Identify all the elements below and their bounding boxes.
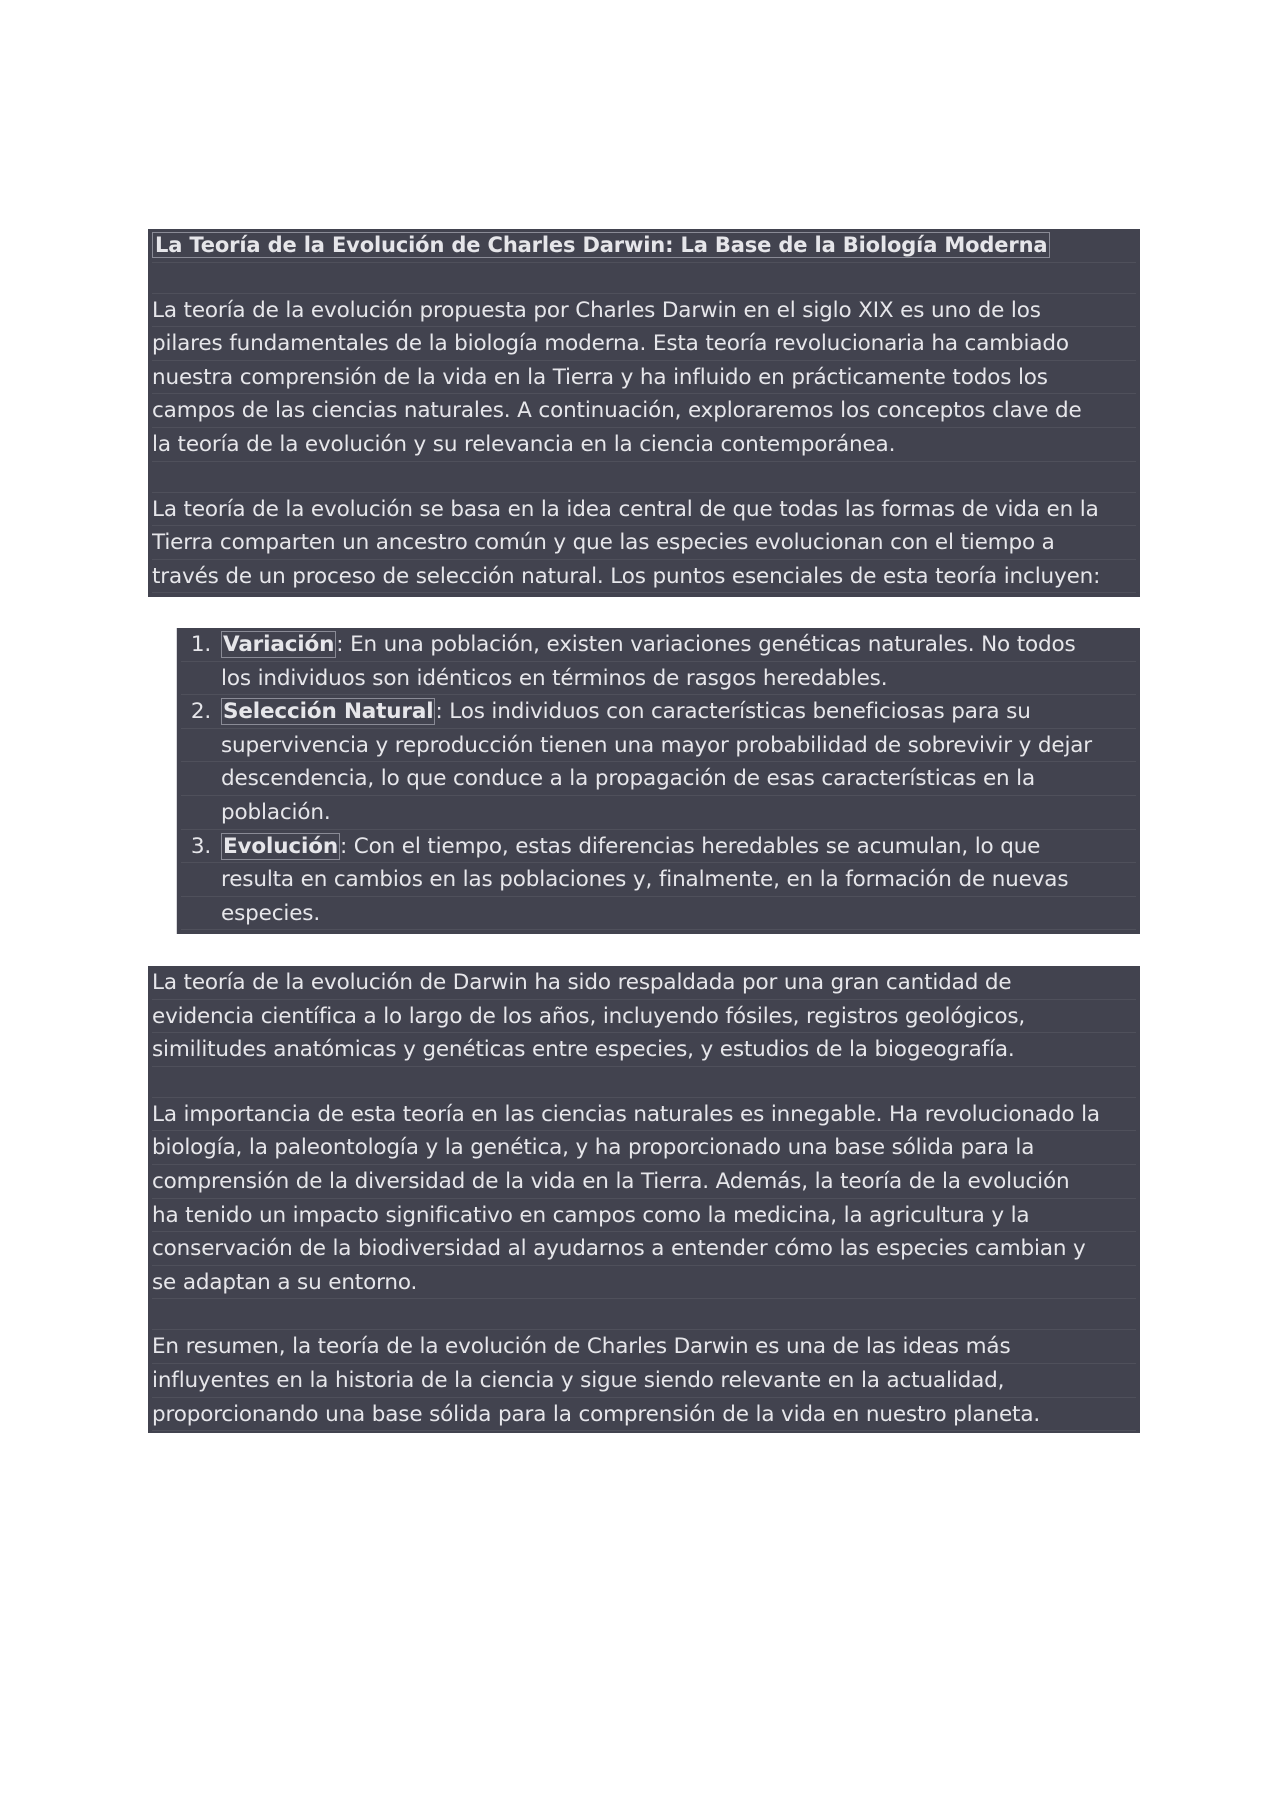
paragraph-line[interactable]: Tierra comparten un ancestro común y que las especies evolucionan con el tiempo a [152,526,1136,560]
list-term[interactable]: Evolución [223,833,338,859]
list-continuation[interactable]: descendencia, lo que conduce a la propagación de esas características en la [181,762,1136,796]
title-text[interactable]: La Teoría de la Evolución de Charles Darwin: La Base de la Biología Moderna [152,232,1050,258]
list-number: 2. [190,699,212,725]
list-term[interactable]: Variación [223,632,335,657]
list-number: 3. [190,833,212,859]
paragraph-line[interactable]: influyentes en la historia de la ciencia y sigue siendo relevante en la actualidad, [152,1364,1136,1398]
paragraph-line[interactable]: proporcionando una base sólida para la comprensión de la vida en nuestro planeta. [152,1398,1136,1432]
list-text[interactable]: : Con el tiempo, estas diferencias heredables se acumulan, lo que [340,833,1041,859]
blank-line [152,1067,1136,1098]
list-text[interactable]: : Los individuos con características beneficiosas para su [435,699,1031,725]
blank-line [152,1299,1136,1330]
paragraph-line[interactable]: campos de las ciencias naturales. A continuación, exploraremos los conceptos clave de [152,394,1136,428]
paragraph-line[interactable]: biología, la paleontología y la genética, y ha proporcionado una base sólida para la [152,1131,1136,1165]
paragraph-line[interactable]: pilares fundamentales de la biología moderna. Esta teoría revolucionaria ha cambiado [152,327,1136,361]
paragraph-line[interactable]: nuestra comprensión de la vida en la Tierra y ha influido en prácticamente todos los [152,361,1136,395]
paragraph-line[interactable]: conservación de la biodiversidad al ayudarnos a entender cómo las especies cambian y [152,1232,1136,1266]
paragraph-line[interactable]: evidencia científica a lo largo de los años, incluyendo fósiles, registros geológicos, [152,1000,1136,1034]
list-item-1[interactable] [181,628,1136,662]
list-continuation[interactable]: resulta en cambios en las poblaciones y, finalmente, en la formación de nuevas [181,863,1136,897]
list-continuation[interactable]: especies. [181,897,1136,931]
list-term[interactable]: Selección Natural [223,699,434,725]
paragraph-line[interactable]: la teoría de la evolución y su relevancia en la ciencia contemporánea. [152,428,1136,462]
blank-line [152,462,1136,493]
paragraph-line[interactable]: se adaptan a su entorno. [152,1266,1136,1300]
list-item-2[interactable] [181,695,1136,729]
list-continuation[interactable]: supervivencia y reproducción tienen una mayor probabilidad de sobrevivir y dejar [181,729,1136,763]
list-continuation[interactable]: población. [181,796,1136,830]
paragraph-line[interactable]: La teoría de la evolución de Darwin ha sido respaldada por una gran cantidad de [152,966,1136,1000]
list-continuation[interactable]: los individuos son idénticos en términos de rasgos heredables. [181,662,1136,696]
list-number: 1. [190,632,212,657]
highlighted-section-intro [148,229,1140,597]
paragraph-line[interactable]: similitudes anatómicas y genéticas entre especies, y estudios de la biogeografía. [152,1033,1136,1067]
list-text[interactable]: : En una población, existen variaciones genéticas naturales. No todos [336,632,1076,657]
paragraph-line[interactable]: través de un proceso de selección natural. Los puntos esenciales de esta teoría incluyen: [152,560,1136,594]
paragraph-line[interactable]: ha tenido un impacto significativo en campos como la medicina, la agricultura y la [152,1199,1136,1233]
highlighted-section-conclusion [148,966,1140,1433]
paragraph-line[interactable]: comprensión de la diversidad de la vida en la Tierra. Además, la teoría de la evolución [152,1165,1136,1199]
paragraph-line[interactable]: La teoría de la evolución se basa en la idea central de que todas las formas de vida en la [152,493,1136,527]
paragraph-line[interactable]: La teoría de la evolución propuesta por Charles Darwin en el siglo XIX es uno de los [152,294,1136,328]
paragraph-line[interactable]: En resumen, la teoría de la evolución de Charles Darwin es una de las ideas más [152,1330,1136,1364]
paragraph-line[interactable]: La importancia de esta teoría en las ciencias naturales es innegable. Ha revolucionado la [152,1098,1136,1132]
blank-line [152,263,1136,294]
document-title [152,229,1136,263]
list-item-3[interactable] [181,830,1136,864]
highlighted-section-list [176,628,1140,934]
